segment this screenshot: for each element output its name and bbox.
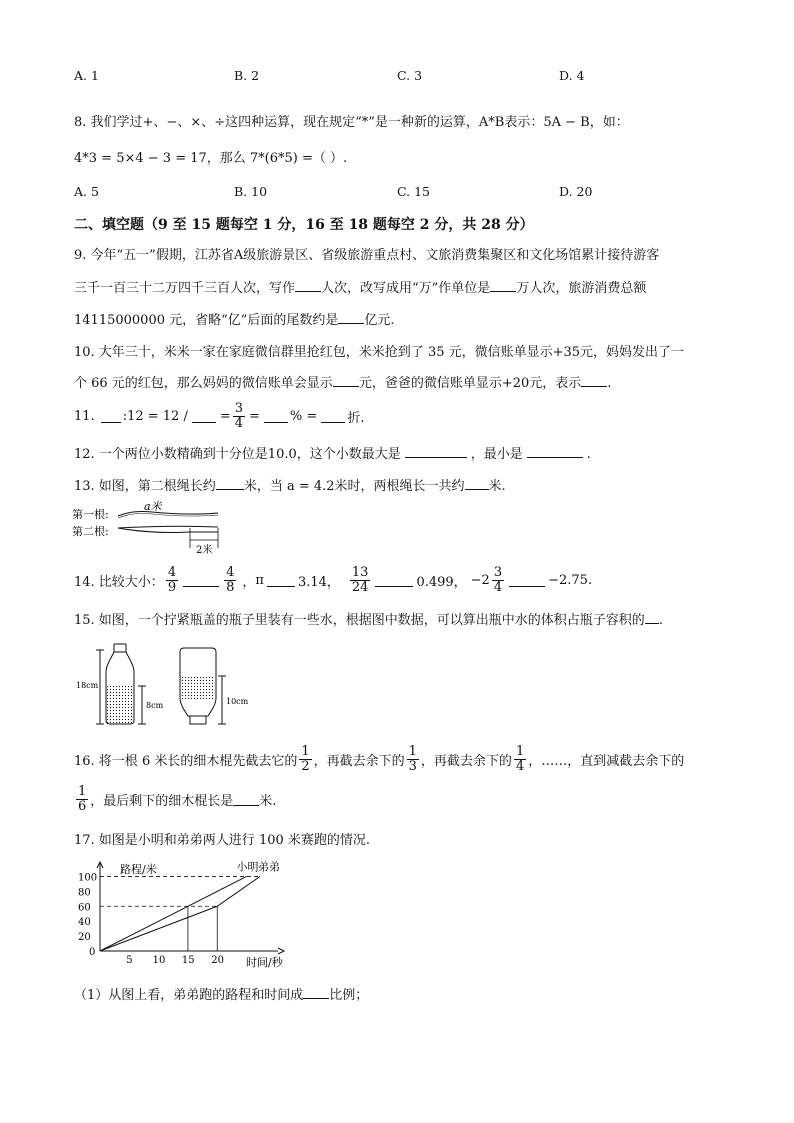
q10-blank-1[interactable] — [333, 374, 359, 387]
q10-line1: 10. 大年三十，米米一家在家庭微信群里抢红包，米米抢到了 35 元，微信账单显示+35元，妈妈发出了一 — [74, 345, 685, 360]
y-tick-label: 20 — [78, 932, 91, 944]
q9-line1: 9. 今年“五一”假期，江苏省A级旅游景区、省级旅游重点村、文旅消费集聚区和文化场馆累计接待游客 — [74, 248, 660, 263]
q11-fraction: $\frac{3}{4}$ — [234, 400, 244, 431]
q15-blank[interactable] — [645, 611, 659, 624]
q14-line: 14. 比较大小： $\frac{4}{9}$ $\frac{4}{8}$ ， π 3.14， $\frac{13}{24}$ 0.499， −2 $\frac{3}{4}$ −2.75. — [74, 564, 593, 595]
q11-blank-3[interactable] — [264, 410, 288, 423]
q7-option-a: A. 1 — [74, 68, 99, 83]
series-line-didi — [100, 876, 260, 951]
q12-blank-1[interactable] — [405, 445, 467, 458]
q14-blank-3[interactable] — [375, 574, 413, 587]
height-10-label: 10cm — [226, 697, 249, 706]
race-chart — [70, 856, 310, 972]
x-axis-arrow — [278, 948, 284, 954]
x-tick-label: 5 — [126, 955, 133, 966]
origin-label: 0 — [89, 947, 96, 958]
q13-line: 13. 如图，第二根绳长约 米，当 a = 4.2米时，两根绳长一共约 米. — [74, 479, 506, 494]
q14-blank-2[interactable] — [267, 574, 295, 587]
y-tick-label: 40 — [78, 917, 91, 929]
q8-option-c: C. 15 — [397, 184, 430, 199]
x-tick-label: 15 — [181, 955, 195, 966]
q16-line2: $\frac{1}{6}$ ，最后剩下的细木棍长是 米. — [78, 783, 277, 814]
y-axis-label: 路程/米 — [120, 863, 157, 876]
q8-line2: 4*3 = 5×4 − 3 = 17，那么 7*(6*5) =（ ）. — [74, 151, 348, 166]
series-label-xiaoming: 小明 — [236, 860, 259, 874]
x-axis-label: 时间/秒 — [246, 956, 283, 969]
q7-option-c: C. 3 — [397, 68, 423, 83]
q16-blank[interactable] — [233, 793, 259, 806]
q9-line3: 14115000000 元，省略“亿”后面的尾数约是 亿元. — [74, 313, 395, 328]
q8-option-b: B. 10 — [234, 184, 268, 199]
y-tick-label: 60 — [78, 902, 91, 914]
y-tick-label: 100 — [78, 872, 98, 884]
cap-2 — [190, 716, 206, 724]
series-label-didi: 弟弟 — [258, 860, 280, 874]
q9-blank-1[interactable] — [295, 279, 321, 292]
q14-blank-1[interactable] — [183, 574, 219, 587]
q14-blank-4[interactable] — [509, 574, 545, 587]
q13-rope-diagram — [72, 498, 232, 556]
section-title: 二、填空题（9 至 15 题每空 1 分，16 至 18 题每空 2 分，共 28 分） — [74, 217, 534, 233]
rope-2-top — [118, 526, 218, 528]
q11-blank-4[interactable] — [321, 410, 345, 423]
q8-option-a: A. 5 — [74, 184, 99, 199]
height-8-label: 8cm — [146, 701, 164, 710]
rope-2-bottom — [118, 528, 218, 533]
q10-line2: 个 66 元的红包，那么妈妈的微信账单会显示 元，爸爸的微信账单显示+20元，表示 . — [74, 376, 612, 391]
q12-line: 12. 一个两位小数精确到十分位是10.0，这个小数最大是 ，最小是 . — [74, 447, 591, 462]
q17-sub1: （1）从图上看，弟弟跑的路程和时间成 比例； — [74, 988, 369, 1003]
q8-option-d: D. 20 — [559, 184, 593, 199]
cap-1 — [114, 644, 126, 652]
x-tick-label: 20 — [211, 955, 224, 966]
q15-bottle-diagram — [76, 640, 266, 730]
water-1 — [107, 686, 133, 723]
x-tick-label: 10 — [152, 955, 166, 966]
q11-blank-1[interactable] — [101, 410, 121, 423]
q11-blank-2[interactable] — [192, 410, 216, 423]
q13-blank-2[interactable] — [465, 477, 489, 490]
q7-option-d: D. 4 — [559, 68, 585, 83]
y-tick-label: 80 — [78, 887, 91, 899]
q17-blank-1[interactable] — [303, 986, 329, 999]
q9-line2: 三千一百三十二万四千三百人次，写作 人次，改写成用“万”作单位是 万人次，旅游消费总额 — [74, 281, 647, 296]
rope-label-1: 第一根: — [72, 508, 109, 521]
q9-blank-2[interactable] — [490, 279, 516, 292]
q12-blank-2[interactable] — [527, 445, 583, 458]
q16-line1: 16. 将一根 6 米长的细木棍先截去它的 $\frac{1}{2}$ ，再截去余下的 $\frac{1}{3}$ ，再截去余下的 $\frac{1}{4}$ ，……，直到减截去余下的 — [74, 743, 685, 774]
rope-label-2: 第二根: — [72, 525, 109, 538]
rope-a-label: a米 — [144, 500, 162, 513]
height-18-label: 18cm — [76, 681, 99, 690]
q8-line1: 8. 我们学过+、−、×、÷这四种运算，现在规定“*”是一种新的运算，A*B表示：5A − B，如： — [74, 115, 629, 130]
series-line-xiaoming — [100, 876, 247, 951]
q11-line: 11. :12 = 12 / = $\frac{3}{4}$ = % = 折. — [74, 400, 365, 431]
q15-line: 15. 如图，一个拧紧瓶盖的瓶子里装有一些水，根据图中数据，可以算出瓶中水的体积占瓶子容积的 . — [74, 613, 663, 628]
dim-label: 2米 — [196, 545, 213, 556]
q17-line: 17. 如图是小明和弟弟两人进行 100 米赛跑的情况. — [74, 833, 371, 848]
q10-blank-2[interactable] — [581, 374, 607, 387]
q7-option-b: B. 2 — [234, 68, 260, 83]
q9-blank-3[interactable] — [338, 311, 364, 324]
water-2 — [181, 676, 215, 700]
q13-blank-1[interactable] — [216, 477, 244, 490]
